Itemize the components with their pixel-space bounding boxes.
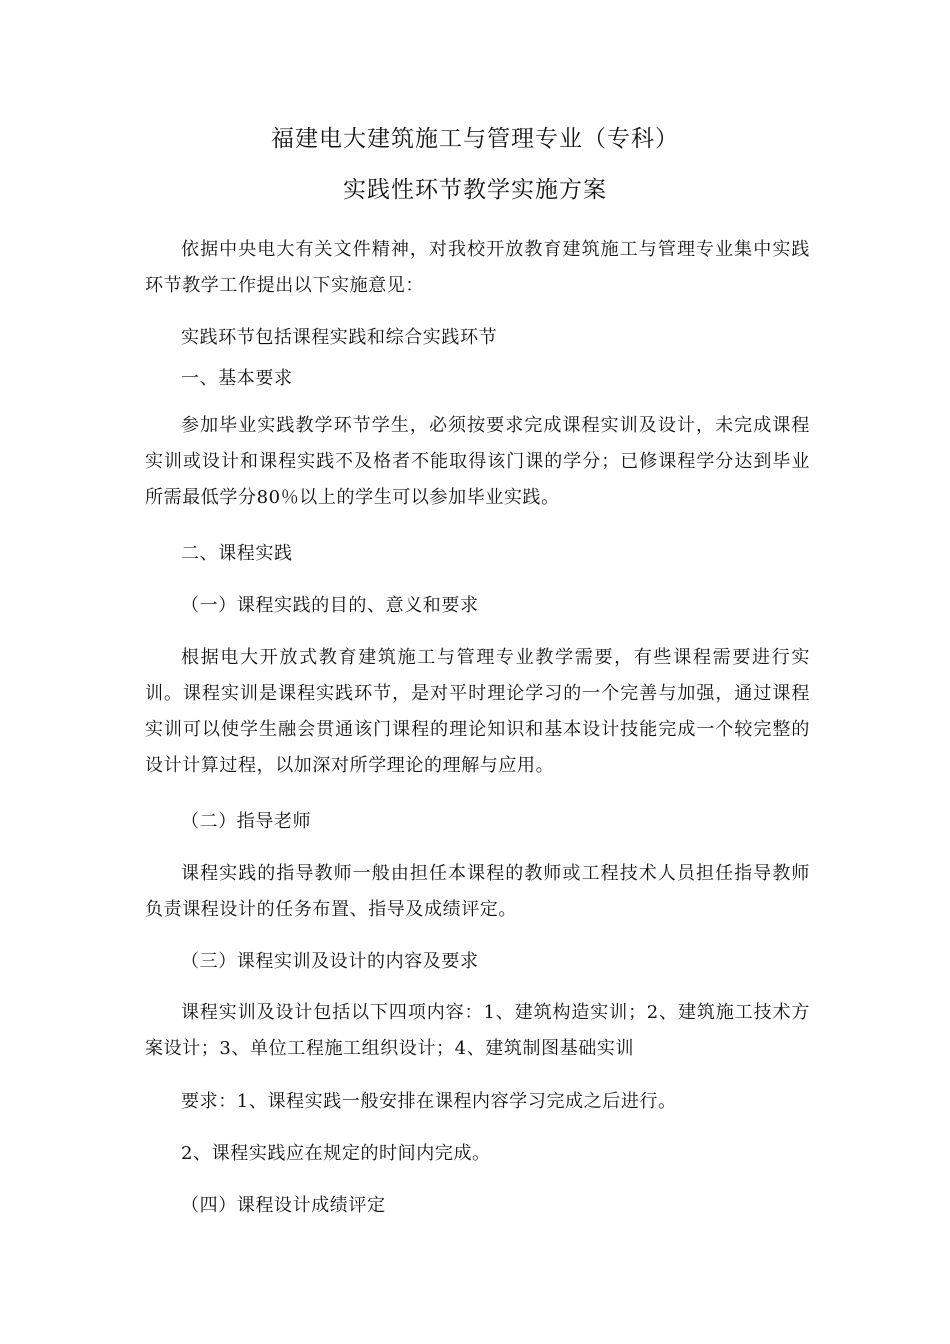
purpose-paragraph: 根据电大开放式教育建筑施工与管理专业教学需要，有些课程需要进行实训。课程实训是课程实践环节，是对平时理论学习的一个完善与加强，通过课程实训可以使学生融会贯通该门课程的理论知识和基本设计技能完成一个较完整的设计计算过程，以加深对所学理论的理解与应用。 — [145, 647, 810, 776]
document-title-line-1: 福建电大建筑施工与管理专业（专科） — [271, 126, 679, 152]
subsection-heading-content: （三）课程实训及设计的内容及要求 — [181, 951, 479, 972]
scope-statement: 实践环节包括课程实践和综合实践环节 — [181, 327, 498, 348]
section-heading-course-practice: 二、课程实践 — [181, 543, 293, 564]
content-paragraph: 课程实训及设计包括以下四项内容：1、建筑构造实训；2、建筑施工技术方案设计；3、单位工程施工组织设计；4、建筑制图基础实训 — [145, 1002, 810, 1059]
subsection-heading-instructors: （二）指导老师 — [181, 811, 312, 832]
document-title-line-2: 实践性环节教学实施方案 — [343, 177, 607, 203]
requirement-item-2: 2、课程实践应在规定的时间内完成。 — [181, 1143, 491, 1164]
requirement-item-1: 要求：1、课程实践一般安排在课程内容学习完成之后进行。 — [181, 1091, 677, 1112]
subsection-heading-purpose: （一）课程实践的目的、意义和要求 — [181, 595, 479, 616]
subsection-heading-grading: （四）课程设计成绩评定 — [181, 1195, 386, 1216]
section-heading-basic-requirements: 一、基本要求 — [181, 368, 293, 389]
instructors-paragraph: 课程实践的指导教师一般由担任本课程的教师或工程技术人员担任指导教师负责课程设计的任务布置、指导及成绩评定。 — [145, 863, 810, 920]
intro-paragraph: 依据中央电大有关文件精神，对我校开放教育建筑施工与管理专业集中实践环节教学工作提出以下实施意见： — [145, 239, 810, 296]
basic-requirements-paragraph: 参加毕业实践教学环节学生，必须按要求完成课程实训及设计，未完成课程实训或设计和课程实践不及格者不能取得该门课的学分；已修课程学分达到毕业所需最低学分80％以上的学生可以参加毕业实践。 — [145, 415, 810, 508]
